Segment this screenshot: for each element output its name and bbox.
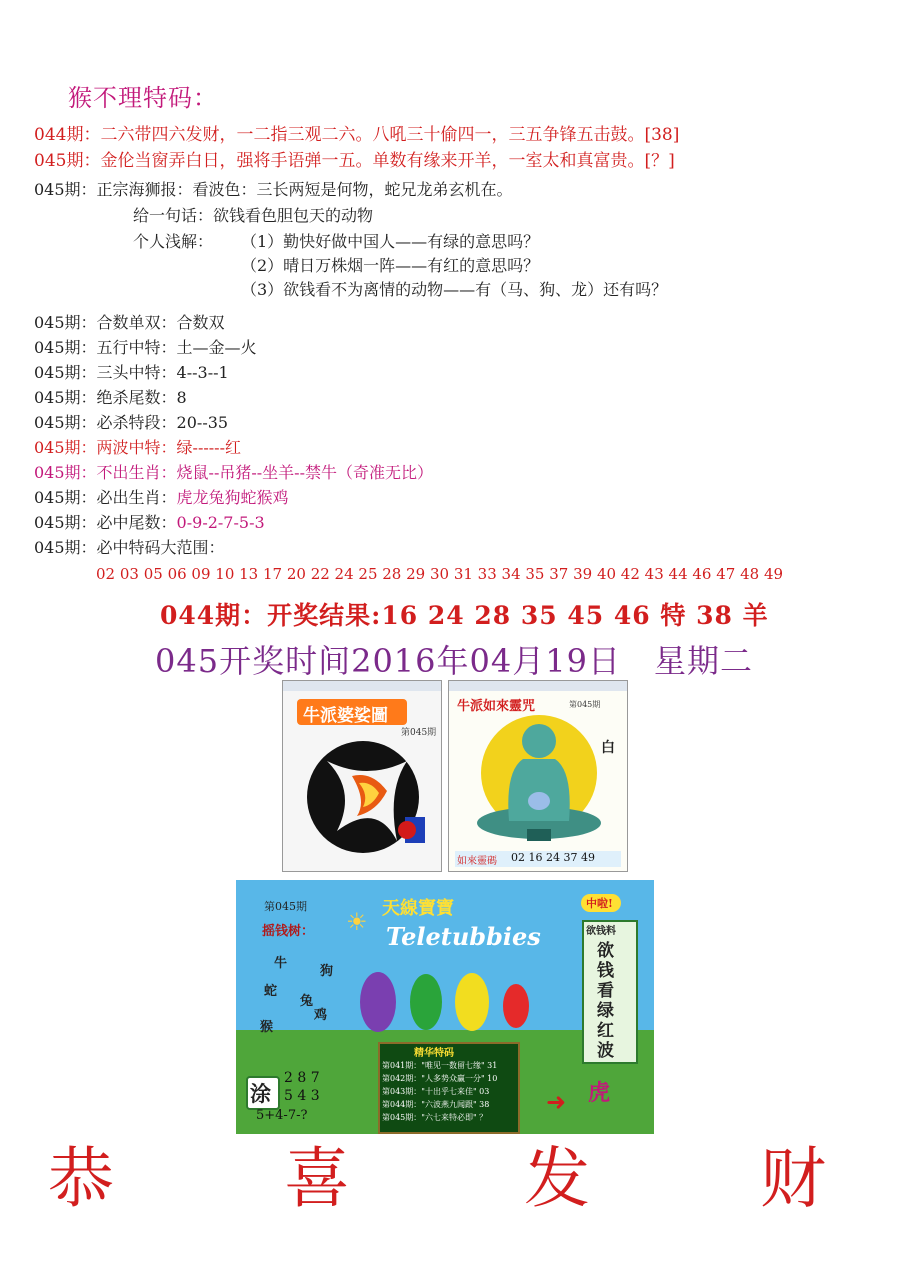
verse-045: 045期：金伦当窗弄白日，强将手语弹一五。单数有缘来开羊，一室太和真富贵。[？]	[34, 151, 675, 171]
draw-time: 045开奖时间2016年04月19日 星期二	[155, 642, 753, 680]
buddha-figure	[465, 711, 615, 851]
prediction-value: 20--35	[176, 413, 229, 432]
prediction-label: 045期：必中特码大范围：	[34, 538, 225, 557]
footer-word: 喜	[284, 1140, 350, 1217]
prediction-row	[34, 460, 433, 483]
side-char: 钱	[597, 961, 614, 981]
prediction-row	[34, 485, 289, 508]
record-row: 第045期："六七来特必即" ？	[382, 1113, 488, 1122]
math-row: 2 8 7	[284, 1070, 320, 1086]
prediction-row	[34, 385, 187, 408]
panel-issue: 第045期	[401, 728, 437, 738]
code-values: 02 16 24 37 49	[511, 851, 595, 864]
tt-issue: 第045期	[264, 900, 307, 913]
footer-word: 财	[760, 1140, 826, 1217]
prediction-value: 合数双	[176, 313, 225, 332]
tt-brand: Teletubbies	[386, 922, 541, 951]
tu-char: 涂	[250, 1081, 271, 1106]
zodiac-item: 蛇	[264, 984, 278, 999]
verse-044: 044期：二六带四六发财，一二指三观二六。八吼三十偷四一，三五争锋五击鼓。[38]	[34, 125, 680, 145]
teletubbies-characters	[348, 946, 548, 1046]
result-line: 044期：开奖结果:16 24 28 35 45 46 特 38 羊	[160, 601, 769, 630]
code-label: 如來靈碼	[457, 856, 497, 867]
prediction-row	[34, 535, 225, 558]
prediction-label: 045期：不出生肖：	[34, 463, 177, 482]
prediction-value: 4--3--1	[176, 363, 229, 382]
records-title: 精华特码	[414, 1048, 454, 1059]
prediction-value: 8	[176, 388, 187, 407]
page-title: 猴不理特码：	[68, 84, 218, 112]
prediction-row	[34, 310, 225, 333]
prediction-value: 土—金—火	[176, 338, 257, 357]
zodiac-item: 狗	[320, 964, 334, 979]
zodiac-item: 鸡	[314, 1008, 328, 1023]
side-char: 欲	[597, 941, 614, 961]
prediction-label: 045期：两波中特：	[34, 438, 177, 457]
panel-border-strip	[283, 681, 441, 691]
side-char: 看	[597, 981, 614, 1001]
teletubbies-panel	[236, 880, 654, 1134]
prediction-label: 045期：绝杀尾数：	[34, 388, 177, 407]
math-row: 5 4 3	[284, 1088, 320, 1104]
buddha-panel	[448, 680, 628, 872]
zodiac-item: 牛	[274, 956, 288, 971]
side-char: 波	[597, 1041, 614, 1061]
opinion-3: （3）欲钱看不为离情的动物——有（马、狗、龙）还有吗？	[241, 280, 668, 299]
swirl-figure	[297, 721, 437, 869]
prediction-value: 绿------红	[176, 438, 241, 457]
math-row: 5+4-7-?	[256, 1108, 308, 1123]
record-row: 第042期："人多势众赢一分" 10	[382, 1074, 498, 1083]
riddle-hint: 给一句话：欲钱看色胆包天的动物	[133, 206, 374, 225]
side-char: 绿	[597, 1001, 614, 1021]
prediction-row	[34, 435, 241, 458]
prediction-row	[34, 410, 228, 433]
record-row: 第041期："唯见一数留七缘" 31	[382, 1061, 498, 1070]
arrow-icon: ➜	[546, 1088, 567, 1116]
panel-border-strip	[449, 681, 627, 691]
tiger-char: 虎	[588, 1080, 611, 1106]
prediction-label: 045期：必杀特段：	[34, 413, 177, 432]
prediction-row	[34, 335, 257, 358]
footer-word: 恭	[48, 1140, 114, 1217]
footer-word: 发	[524, 1140, 590, 1217]
zodiac-item: 猴	[260, 1020, 274, 1035]
panel-issue: 第045期	[569, 700, 601, 709]
panel-title: 牛派如來靈咒	[457, 699, 536, 714]
pattern-panel	[282, 680, 442, 872]
prediction-label: 045期：五行中特：	[34, 338, 177, 357]
range-numbers: 02 03 05 06 09 10 13 17 20 22 24 25 28 29 30 31 33 34 35 37 39 40 42 43 44 46 47 48 49	[96, 565, 784, 583]
zodiac-item: 兔	[300, 994, 314, 1009]
tree-label: 摇钱树：	[262, 924, 315, 939]
prediction-row	[34, 360, 229, 383]
prediction-label: 045期：三头中特：	[34, 363, 177, 382]
prediction-value: 0-9-2-7-5-3	[176, 513, 265, 532]
prediction-label: 045期：必中尾数：	[34, 513, 177, 532]
side-char: 红	[597, 1021, 614, 1041]
sun-icon: ☀	[346, 908, 368, 936]
riddle-line: 045期：正宗海狮报：看波色：三长两短是何物，蛇兄龙弟玄机在。	[34, 180, 513, 199]
badge-text: 中啦!	[586, 897, 613, 910]
record-row: 第043期："十出乎七来佳" 03	[382, 1087, 490, 1096]
opinion-2: （2）晴日万株烟一阵——有红的意思吗？	[241, 256, 540, 275]
prediction-row	[34, 510, 265, 533]
tt-cn-title: 天線寶寶	[382, 898, 454, 919]
prediction-label: 045期：必出生肖：	[34, 488, 177, 507]
prediction-value: 烧鼠--吊猪--坐羊--禁牛（奇准无比）	[176, 463, 433, 482]
side-title: 欲钱料	[586, 926, 616, 937]
record-row: 第044期："六波燕九闻跟" 38	[382, 1100, 490, 1109]
opinion-1: （1）勤快好做中国人——有绿的意思吗？	[241, 232, 540, 251]
verse-right: 白	[601, 740, 615, 756]
panel-title: 牛派婆娑圖	[303, 706, 388, 726]
opinion-label: 个人浅解：	[133, 232, 214, 251]
prediction-label: 045期：合数单双：	[34, 313, 177, 332]
prediction-value: 虎龙兔狗蛇猴鸡	[176, 488, 289, 507]
